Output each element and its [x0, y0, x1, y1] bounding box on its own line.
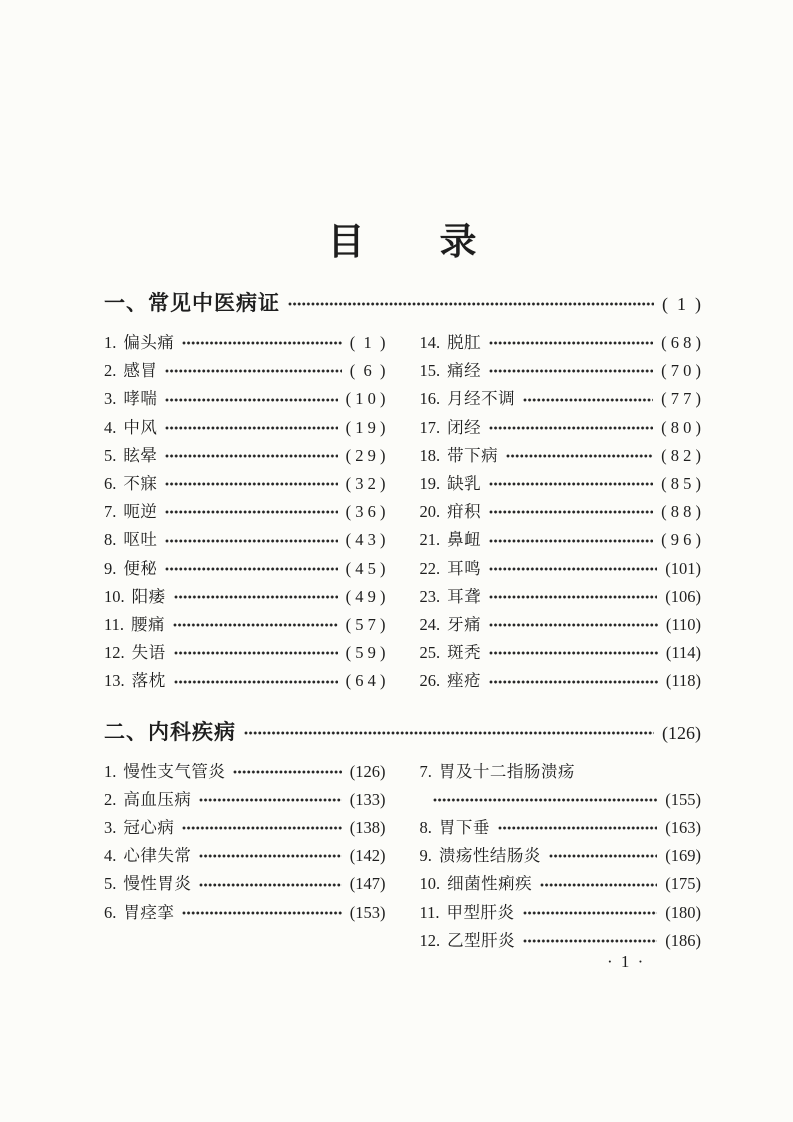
toc-columns — [104, 758, 701, 955]
entry-number: 6. — [104, 474, 117, 494]
toc-entry — [104, 442, 386, 470]
section-heading: 二、内科疾病 — [104, 719, 236, 744]
entry-page: ( 3 2 ) — [345, 474, 386, 494]
entry-number: 15. — [419, 361, 441, 381]
entry-page: (142) — [349, 846, 386, 866]
dot-leader — [182, 826, 341, 830]
entry-page: ( 8 8 ) — [661, 502, 701, 522]
entry-page: (101) — [665, 558, 701, 578]
entry-title: 月经不调 — [447, 389, 516, 409]
toc-entry — [420, 667, 702, 695]
entry-number: 11. — [104, 615, 125, 635]
toc-entry — [104, 842, 386, 870]
toc-entry — [420, 526, 702, 554]
toc-entry — [420, 611, 702, 639]
entry-number: 12. — [104, 643, 125, 663]
entry-page: (114) — [665, 643, 701, 663]
toc-entry — [104, 357, 386, 385]
entry-title: 不寐 — [123, 474, 158, 494]
entry-title: 痛经 — [447, 361, 482, 381]
dot-leader — [173, 623, 338, 627]
entry-page: (133) — [349, 789, 386, 809]
entry-title: 慢性胃炎 — [123, 874, 192, 894]
dot-leader — [165, 510, 337, 514]
dot-leader — [165, 482, 337, 486]
entry-page: (126) — [349, 761, 386, 781]
entry-page: (110) — [665, 615, 701, 635]
toc-section-internal-medicine — [104, 720, 701, 955]
toc-entry — [104, 639, 386, 667]
entry-title: 呃逆 — [123, 502, 158, 522]
entry-title: 阳痿 — [131, 586, 166, 606]
entry-number: 1. — [104, 761, 117, 781]
entry-title: 失语 — [131, 643, 166, 663]
entry-number: 5. — [104, 445, 117, 465]
toc-entry — [420, 442, 702, 470]
toc-entry — [104, 555, 386, 583]
entry-title: 哮喘 — [123, 389, 158, 409]
entry-number: 8. — [419, 818, 432, 838]
entry-number: 7. — [419, 761, 432, 781]
entry-page: (180) — [665, 902, 701, 922]
toc-entry — [420, 899, 702, 927]
entry-page: ( 8 0 ) — [661, 417, 701, 437]
entry-number: 17. — [419, 417, 441, 437]
entry-title: 胃及十二指肠溃疡 — [438, 761, 575, 781]
entry-number: 3. — [104, 818, 117, 838]
dot-leader — [433, 798, 658, 802]
entry-number: 22. — [419, 558, 441, 578]
section-heading-row — [104, 720, 701, 746]
entry-number: 23. — [419, 586, 441, 606]
dot-leader — [523, 398, 653, 402]
dot-leader — [523, 939, 657, 943]
folio-page-number: · 1 · — [607, 952, 646, 971]
entry-title: 耳聋 — [447, 586, 482, 606]
entry-page: ( 9 6 ) — [661, 530, 701, 550]
entry-page: ( 8 2 ) — [661, 445, 701, 465]
entry-number: 2. — [104, 789, 117, 809]
toc-entry — [420, 470, 702, 498]
entry-number: 2. — [104, 361, 117, 381]
entry-title: 中风 — [123, 417, 158, 437]
dot-leader — [174, 651, 338, 655]
dot-leader — [199, 883, 341, 887]
toc-entry — [104, 329, 386, 357]
toc-entry — [420, 414, 702, 442]
entry-page: ( 2 9 ) — [345, 445, 386, 465]
toc-entry — [104, 611, 386, 639]
dot-leader — [165, 454, 337, 458]
entry-title: 便秘 — [123, 558, 158, 578]
toc-entry — [104, 899, 386, 927]
dot-leader — [165, 398, 337, 402]
entry-page: ( 7 0 ) — [661, 361, 701, 381]
page-title-char: 录 — [439, 222, 478, 263]
dot-leader — [489, 623, 658, 627]
toc-column-left — [104, 329, 386, 696]
toc-entry — [104, 414, 386, 442]
entry-page: (138) — [349, 818, 386, 838]
entry-title: 心律失常 — [123, 846, 192, 866]
entry-number: 5. — [104, 874, 117, 894]
entry-page: (106) — [665, 586, 701, 606]
entry-title: 脱肛 — [447, 333, 482, 352]
entry-title: 斑秃 — [447, 643, 482, 663]
toc-entry — [420, 498, 702, 526]
entry-title: 落枕 — [131, 671, 166, 691]
entry-number: 16. — [419, 389, 441, 409]
entry-number: 9. — [104, 558, 117, 578]
entry-title: 溃疡性结肠炎 — [438, 846, 541, 866]
toc-section-common-tcm-syndromes — [104, 291, 701, 696]
entry-number: 12. — [419, 930, 441, 950]
entry-title: 细菌性痢疾 — [447, 874, 533, 894]
entry-page: ( 5 9 ) — [345, 643, 386, 663]
toc-entry — [420, 555, 702, 583]
entry-number: 24. — [419, 615, 441, 635]
page-title-char: 目 — [327, 222, 366, 263]
toc-entry — [104, 758, 386, 786]
dot-leader — [489, 595, 657, 599]
dot-leader — [182, 911, 341, 915]
dot-leader — [506, 454, 653, 458]
entry-title: 偏头痛 — [123, 333, 175, 352]
entry-number: 21. — [419, 530, 441, 550]
toc-entry — [104, 498, 386, 526]
entry-title: 高血压病 — [123, 789, 192, 809]
entry-page: (169) — [665, 846, 701, 866]
entry-title: 牙痛 — [447, 615, 482, 635]
dot-leader — [498, 826, 657, 830]
entry-page: ( 5 7 ) — [345, 615, 386, 635]
entry-page: (147) — [349, 874, 386, 894]
toc-column-right — [420, 329, 702, 696]
entry-page: (186) — [665, 930, 701, 950]
entry-number: 4. — [104, 846, 117, 866]
toc-entry — [420, 758, 702, 814]
entry-page: ( 1 9 ) — [345, 417, 386, 437]
entry-title: 甲型肝炎 — [446, 902, 515, 922]
section-page-number: ( 1 ) — [662, 294, 701, 314]
entry-page: (163) — [665, 818, 701, 838]
dot-leader — [489, 567, 657, 571]
entry-number: 4. — [104, 417, 117, 437]
toc-entry — [420, 385, 702, 413]
entry-title: 乙型肝炎 — [447, 930, 516, 950]
entry-number: 10. — [419, 874, 441, 894]
entry-title: 冠心病 — [123, 818, 175, 838]
entry-number: 11. — [419, 902, 440, 922]
entry-number: 25. — [419, 643, 441, 663]
entry-number: 10. — [104, 586, 125, 606]
entry-title: 胃下垂 — [438, 818, 490, 838]
entry-page: (153) — [349, 902, 386, 922]
entry-number: 20. — [419, 502, 441, 522]
toc-column-right — [420, 758, 702, 955]
toc-entry — [420, 329, 702, 357]
dot-leader — [182, 341, 341, 345]
dot-leader — [288, 302, 654, 306]
dot-leader — [540, 883, 657, 887]
toc-columns — [104, 329, 701, 696]
entry-page: ( 6 8 ) — [661, 333, 701, 352]
entry-page: ( 1 0 ) — [345, 389, 386, 409]
section-heading: 一、常见中医病证 — [104, 291, 280, 315]
dot-leader — [523, 911, 658, 915]
entry-number: 3. — [104, 389, 117, 409]
entry-title: 缺乳 — [447, 474, 482, 494]
entry-number: 18. — [419, 445, 441, 465]
entry-title: 呕吐 — [123, 530, 158, 550]
toc-entry — [104, 583, 386, 611]
entry-page: ( 1 ) — [349, 333, 386, 352]
dot-leader — [489, 651, 658, 655]
dot-leader — [165, 369, 341, 373]
dot-leader — [489, 369, 653, 373]
section-heading-row — [104, 291, 701, 317]
toc-entry — [104, 470, 386, 498]
toc-entry — [104, 667, 386, 695]
dot-leader — [233, 770, 341, 774]
toc-entry — [104, 870, 386, 898]
entry-page: ( 6 ) — [349, 361, 386, 381]
toc-entry — [420, 842, 702, 870]
section-page-number: (126) — [662, 722, 701, 743]
entry-title: 痤疮 — [447, 671, 482, 691]
entry-number: 14. — [419, 333, 441, 352]
toc-entry — [420, 927, 702, 955]
entry-title: 疳积 — [447, 502, 482, 522]
entry-title: 闭经 — [447, 417, 482, 437]
toc-entry — [104, 385, 386, 413]
dot-leader — [199, 854, 341, 858]
entry-number: 9. — [419, 846, 432, 866]
entry-number: 13. — [104, 671, 125, 691]
dot-leader — [489, 482, 653, 486]
entry-number: 19. — [419, 474, 441, 494]
toc-entry — [104, 526, 386, 554]
entry-number: 8. — [104, 530, 117, 550]
toc-entry — [104, 786, 386, 814]
dot-leader — [199, 798, 341, 802]
dot-leader — [489, 510, 653, 514]
entry-page: ( 4 3 ) — [345, 530, 386, 550]
entry-title: 耳鸣 — [447, 558, 482, 578]
entry-page: (118) — [665, 671, 701, 691]
toc-entry — [420, 870, 702, 898]
entry-number: 1. — [104, 333, 117, 352]
entry-title: 眩晕 — [123, 445, 158, 465]
entry-title: 感冒 — [123, 361, 158, 381]
entry-page: ( 6 4 ) — [345, 671, 386, 691]
toc-entry — [104, 814, 386, 842]
dot-leader — [244, 731, 654, 735]
dot-leader — [165, 539, 337, 543]
entry-title: 鼻衄 — [447, 530, 482, 550]
entry-page: (175) — [665, 874, 701, 894]
entry-number: 26. — [419, 671, 441, 691]
entry-page: ( 3 6 ) — [345, 502, 386, 522]
entry-title: 腰痛 — [131, 615, 166, 635]
toc-entry — [420, 583, 702, 611]
dot-leader — [165, 567, 337, 571]
page-title — [104, 224, 701, 261]
dot-leader — [549, 854, 657, 858]
dot-leader — [174, 595, 338, 599]
entry-title: 胃痉挛 — [123, 902, 175, 922]
entry-page: ( 7 7 ) — [661, 389, 701, 409]
toc-entry — [420, 814, 702, 842]
dot-leader — [174, 680, 338, 684]
toc-column-left — [104, 758, 386, 955]
entry-page: ( 8 5 ) — [661, 474, 701, 494]
toc-entry — [420, 357, 702, 385]
dot-leader — [489, 426, 653, 430]
entry-page: (155) — [665, 789, 701, 809]
dot-leader — [489, 680, 658, 684]
dot-leader — [489, 539, 653, 543]
entry-title: 带下病 — [447, 445, 499, 465]
entry-page: ( 4 5 ) — [345, 558, 386, 578]
dot-leader — [489, 341, 653, 345]
entry-title: 慢性支气管炎 — [123, 761, 226, 781]
entry-number: 7. — [104, 502, 117, 522]
entry-page: ( 4 9 ) — [345, 586, 386, 606]
entry-number: 6. — [104, 902, 117, 922]
toc-entry — [420, 639, 702, 667]
dot-leader — [165, 426, 337, 430]
